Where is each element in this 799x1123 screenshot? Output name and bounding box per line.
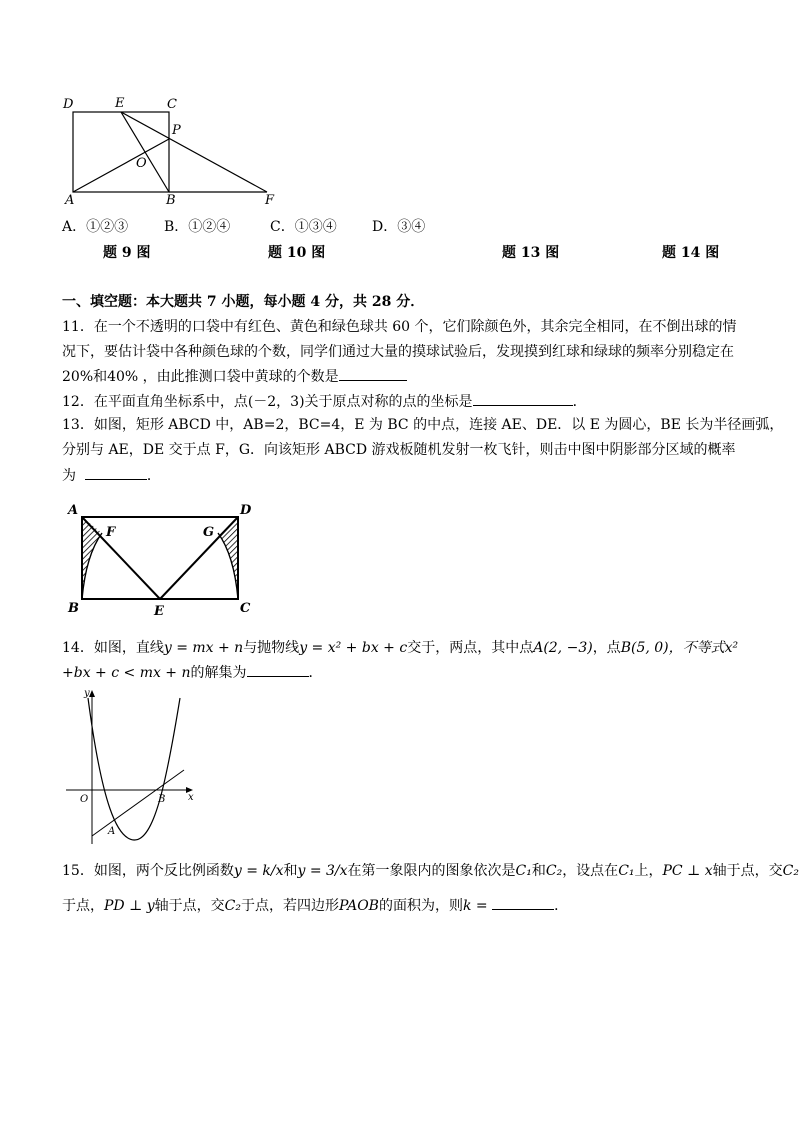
fig13-label-d: D: [240, 503, 252, 518]
q15-func-1: y = k/x: [233, 863, 284, 879]
fig13-label-f: F: [106, 525, 116, 540]
q15-text-i: ，设点在: [562, 863, 619, 879]
q15-line2: [62, 897, 568, 915]
fig13-shaded-left: [82, 517, 102, 599]
caption-fig10: 题 10 图: [268, 245, 326, 261]
q15-c1-a: C₁: [515, 863, 532, 879]
q15-k-eq: k =: [462, 898, 488, 914]
fig13-shaded-right: [218, 517, 238, 599]
q14-text-e: 交于，两点，其中点: [407, 640, 534, 656]
q15-text-g: 和: [531, 863, 546, 879]
option-b: B．①②④: [164, 219, 231, 235]
q15-c2-b: C₂: [782, 863, 799, 879]
q13-answer-blank: [85, 467, 147, 480]
option-d: D．③④: [372, 219, 426, 235]
q14-text-g: ，点: [592, 640, 621, 656]
q11-line1: 11．在一个不透明的口袋中有红色、黄色和绿色球共 60 个，它们除颜色外，其余完全相同，在不倒出球的情: [62, 319, 737, 335]
q15-c1-b: C₁: [618, 863, 635, 879]
q14-parabola-eq: y = x² + bx + c: [299, 640, 408, 656]
fig9-label-a: A: [65, 193, 75, 208]
q15-line1: [62, 862, 799, 880]
q12-line: [62, 393, 587, 411]
fig14-label-a: A: [108, 826, 116, 837]
q14-line1: [62, 639, 738, 657]
q15-text-m: 轴于点，交: [712, 863, 783, 879]
q15-end: ．: [554, 898, 569, 914]
q14-point-b: B(5, 0): [620, 640, 669, 656]
fig14-line: [92, 770, 184, 836]
fig14-y-arrow: [89, 690, 95, 697]
q11-answer-blank: [339, 368, 407, 381]
figure-9: [55, 92, 285, 210]
q15-pc-perp: PC ⊥ x: [662, 863, 713, 879]
q15-text-c: 和: [283, 863, 298, 879]
q15-text-a: 15．如图，两个反比例函数: [62, 863, 234, 879]
q15-text-e: 在第一象限内的图象依次是: [347, 863, 516, 879]
q15-func-2: y = 3/x: [297, 863, 348, 879]
q14-text-i: ，不等式x²: [668, 640, 739, 656]
q14-text-c: 与抛物线: [243, 640, 300, 656]
caption-fig9: 题 9 图: [103, 245, 151, 261]
q11-line3: [62, 368, 407, 386]
q12-end: ．: [572, 394, 587, 410]
q14-text-2b: 的解集为: [190, 665, 247, 681]
fig13-line-ae: [82, 517, 160, 599]
figure-14: [62, 684, 202, 848]
fig13-label-g: G: [203, 525, 215, 540]
q15-answer-blank: [492, 897, 554, 910]
fig9-label-c: C: [167, 97, 177, 112]
fig9-line-ef: [121, 112, 267, 192]
fig9-rectangle: [73, 112, 169, 192]
fig9-label-o: O: [136, 156, 147, 171]
fig9-line-ap: [73, 139, 169, 192]
fig13-label-a: A: [68, 503, 79, 518]
q15-quad: PAOB: [338, 898, 379, 914]
q11-line3-text: 20%和40% ，由此推测口袋中黄球的个数是: [62, 369, 339, 385]
q15-text-2g: 的面积为，则: [378, 898, 463, 914]
fig9-label-p: P: [172, 123, 181, 138]
option-c: C．①③④: [270, 219, 337, 235]
q13-line3-text: 为: [62, 468, 76, 484]
fig14-label-x: x: [188, 792, 194, 803]
fig9-label-e: E: [115, 96, 125, 111]
q15-pd-perp: PD ⊥ y: [104, 898, 155, 914]
fig13-line-de: [160, 517, 238, 599]
q14-answer-blank: [247, 664, 309, 677]
q14-line-eq: y = mx + n: [163, 640, 244, 656]
q15-text-2e: 于点，若四边形: [240, 898, 339, 914]
q14-line2: [62, 664, 323, 682]
caption-fig13: 题 13 图: [502, 245, 560, 261]
fig9-label-b: B: [166, 193, 176, 208]
q15-c2-c: C₂: [224, 898, 241, 914]
q11-line2: 况下，要估计袋中各种颜色球的个数，同学们通过大量的摸球试验后，发现摸到红球和绿球的频率分别稳定在: [62, 344, 734, 360]
q15-text-k: 上，: [634, 863, 663, 879]
q14-point-a: A(2, −3): [533, 640, 593, 656]
fig14-parabola: [88, 698, 180, 840]
q14-text-a: 14．如图，直线: [62, 640, 164, 656]
q14-inequality: +bx + c < mx + n: [62, 665, 191, 681]
q12-text: 12．在平面直角坐标系中，点(－2，3)关于原点对称的点的坐标是: [62, 394, 473, 410]
fig13-label-b: B: [68, 601, 79, 616]
fig9-label-d: D: [63, 97, 74, 112]
q15-text-2c: 轴于点，交: [154, 898, 225, 914]
section-heading: 一、填空题：本大题共 7 小题，每小题 4 分，共 28 分．: [62, 294, 425, 310]
q14-end: ．: [308, 665, 323, 681]
fig9-label-f: F: [265, 193, 275, 208]
q15-text-2a: 于点，: [62, 898, 104, 914]
option-a: A．①②③: [62, 219, 129, 235]
fig13-label-e: E: [154, 604, 164, 619]
q15-c2-a: C₂: [545, 863, 563, 879]
fig14-label-y: y: [84, 688, 90, 699]
fig14-label-o: O: [80, 794, 89, 805]
figure-13: [62, 500, 262, 618]
q13-line2: 分别与 AE，DE 交于点 F，G．向该矩形 ABCD 游戏板随机发射一枚飞针，则击中图中阴影部分区域的概率: [62, 442, 736, 458]
caption-fig14: 题 14 图: [662, 245, 720, 261]
q13-line1: 13．如图，矩形 ABCD 中，AB=2，BC=4，E 为 BC 的中点，连接 AE、DE．以 E 为圆心，BE 长为半径画弧，: [62, 417, 784, 433]
fig13-label-c: C: [240, 601, 251, 616]
fig14-label-b: B: [158, 794, 166, 805]
q13-line3: [62, 467, 161, 485]
q12-answer-blank: [473, 393, 573, 406]
q13-end: ．: [146, 468, 161, 484]
